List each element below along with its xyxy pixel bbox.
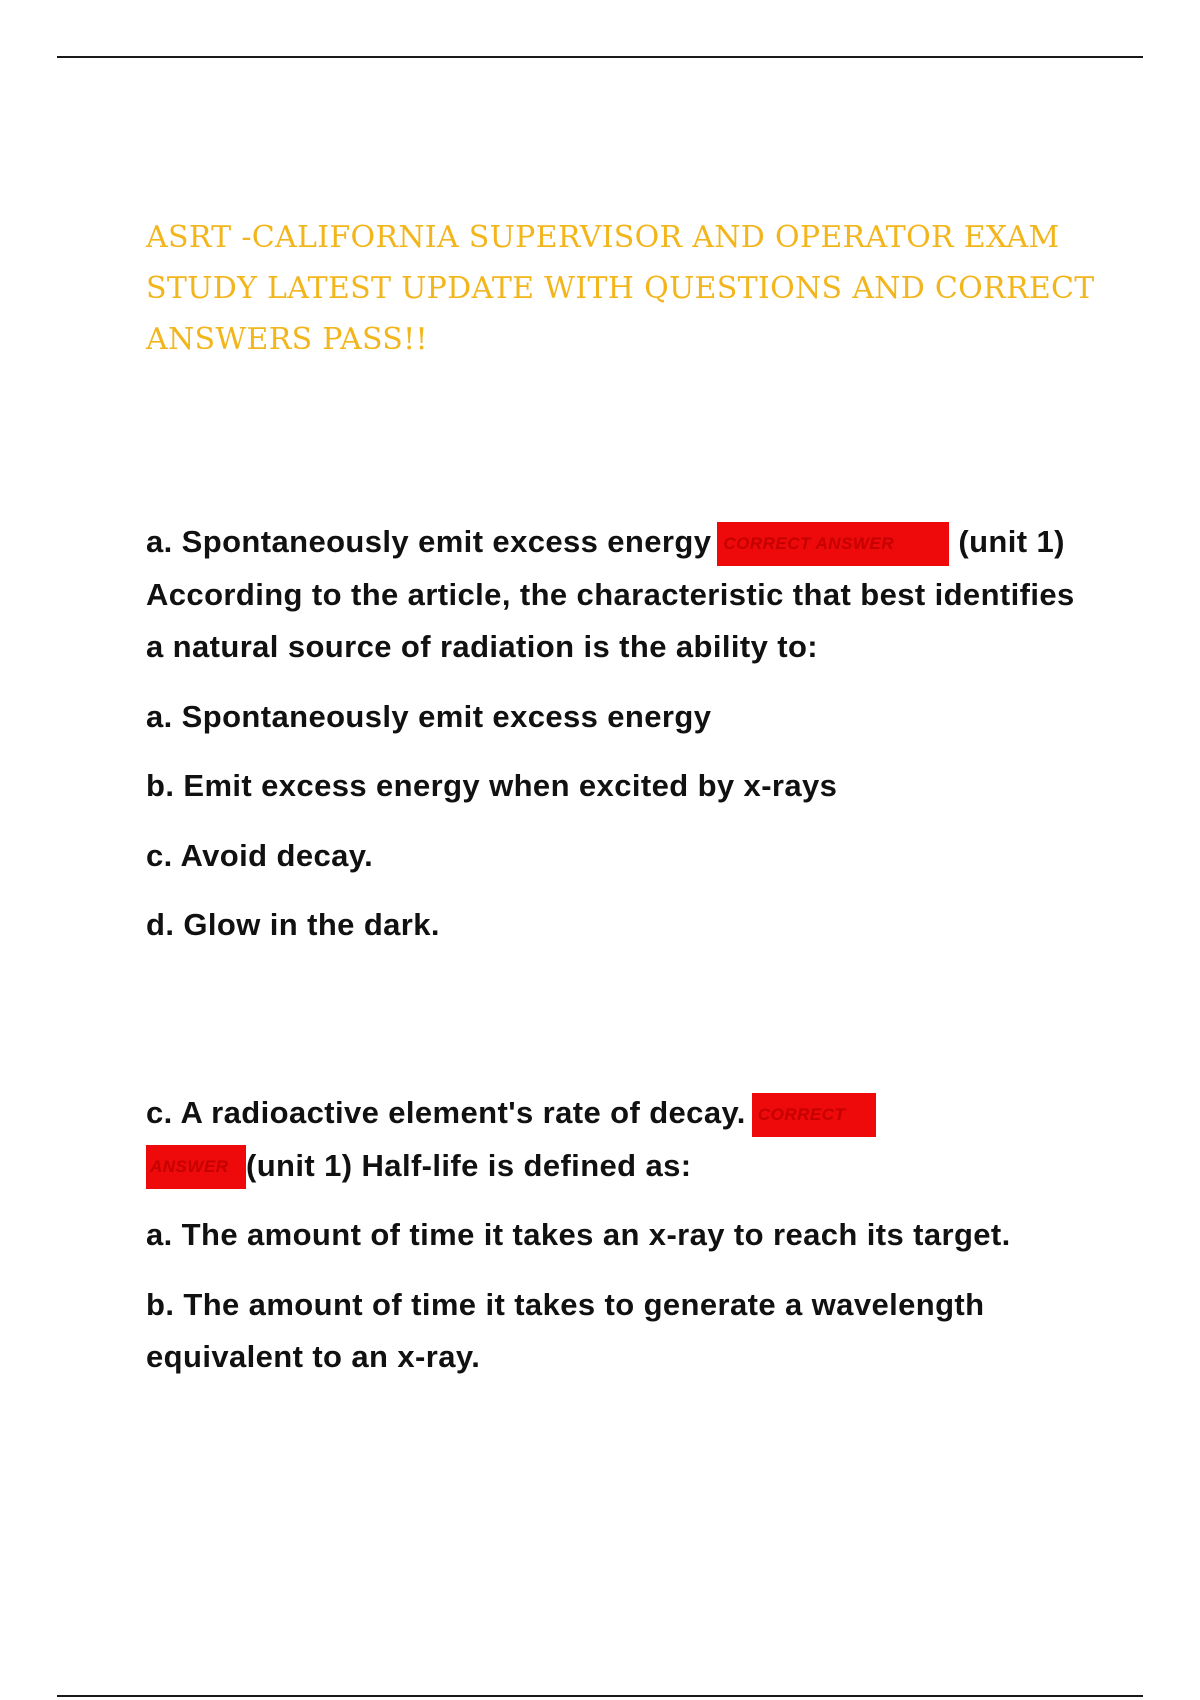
page-bottom-rule	[57, 1695, 1143, 1697]
question-block-2	[146, 1087, 1086, 1384]
correct-answer-tag-part1: CORRECT	[752, 1093, 876, 1137]
question-text: (unit 1) According to the article, the characteristic that best identifies a natural source of radiation is the ability to:	[146, 524, 1075, 664]
question-text: (unit 1) Half-life is defined as:	[246, 1147, 692, 1183]
correct-answer-tag: CORRECT ANSWER	[717, 522, 949, 566]
correct-answer-text: c. A radioactive element's rate of decay.	[146, 1095, 746, 1130]
option-b: b. Emit excess energy when excited by x-rays	[146, 768, 838, 803]
correct-answer-tag-part2: ANSWER	[146, 1145, 246, 1189]
question-stem	[146, 516, 1086, 674]
question-block-1	[146, 516, 1086, 952]
option-c: c. Avoid decay.	[146, 837, 374, 873]
option-a: a. Spontaneously emit excess energy	[146, 698, 712, 734]
correct-answer-text: a. Spontaneously emit excess energy	[146, 524, 712, 559]
option-d: d. Glow in the dark.	[146, 907, 440, 942]
option-a: a. The amount of time it takes an x-ray to reach its target.	[146, 1217, 1011, 1252]
page-top-rule	[57, 56, 1143, 58]
document-title: ASRT -CALIFORNIA SUPERVISOR AND OPERATOR EXAM STUDY LATEST UPDATE WITH QUESTIONS AND CORRECT ANSWERS PASS!!	[146, 220, 1095, 357]
question-stem	[146, 1087, 1086, 1192]
option-b: b. The amount of time it takes to generate a wavelength equivalent to an x-ray.	[146, 1286, 985, 1374]
